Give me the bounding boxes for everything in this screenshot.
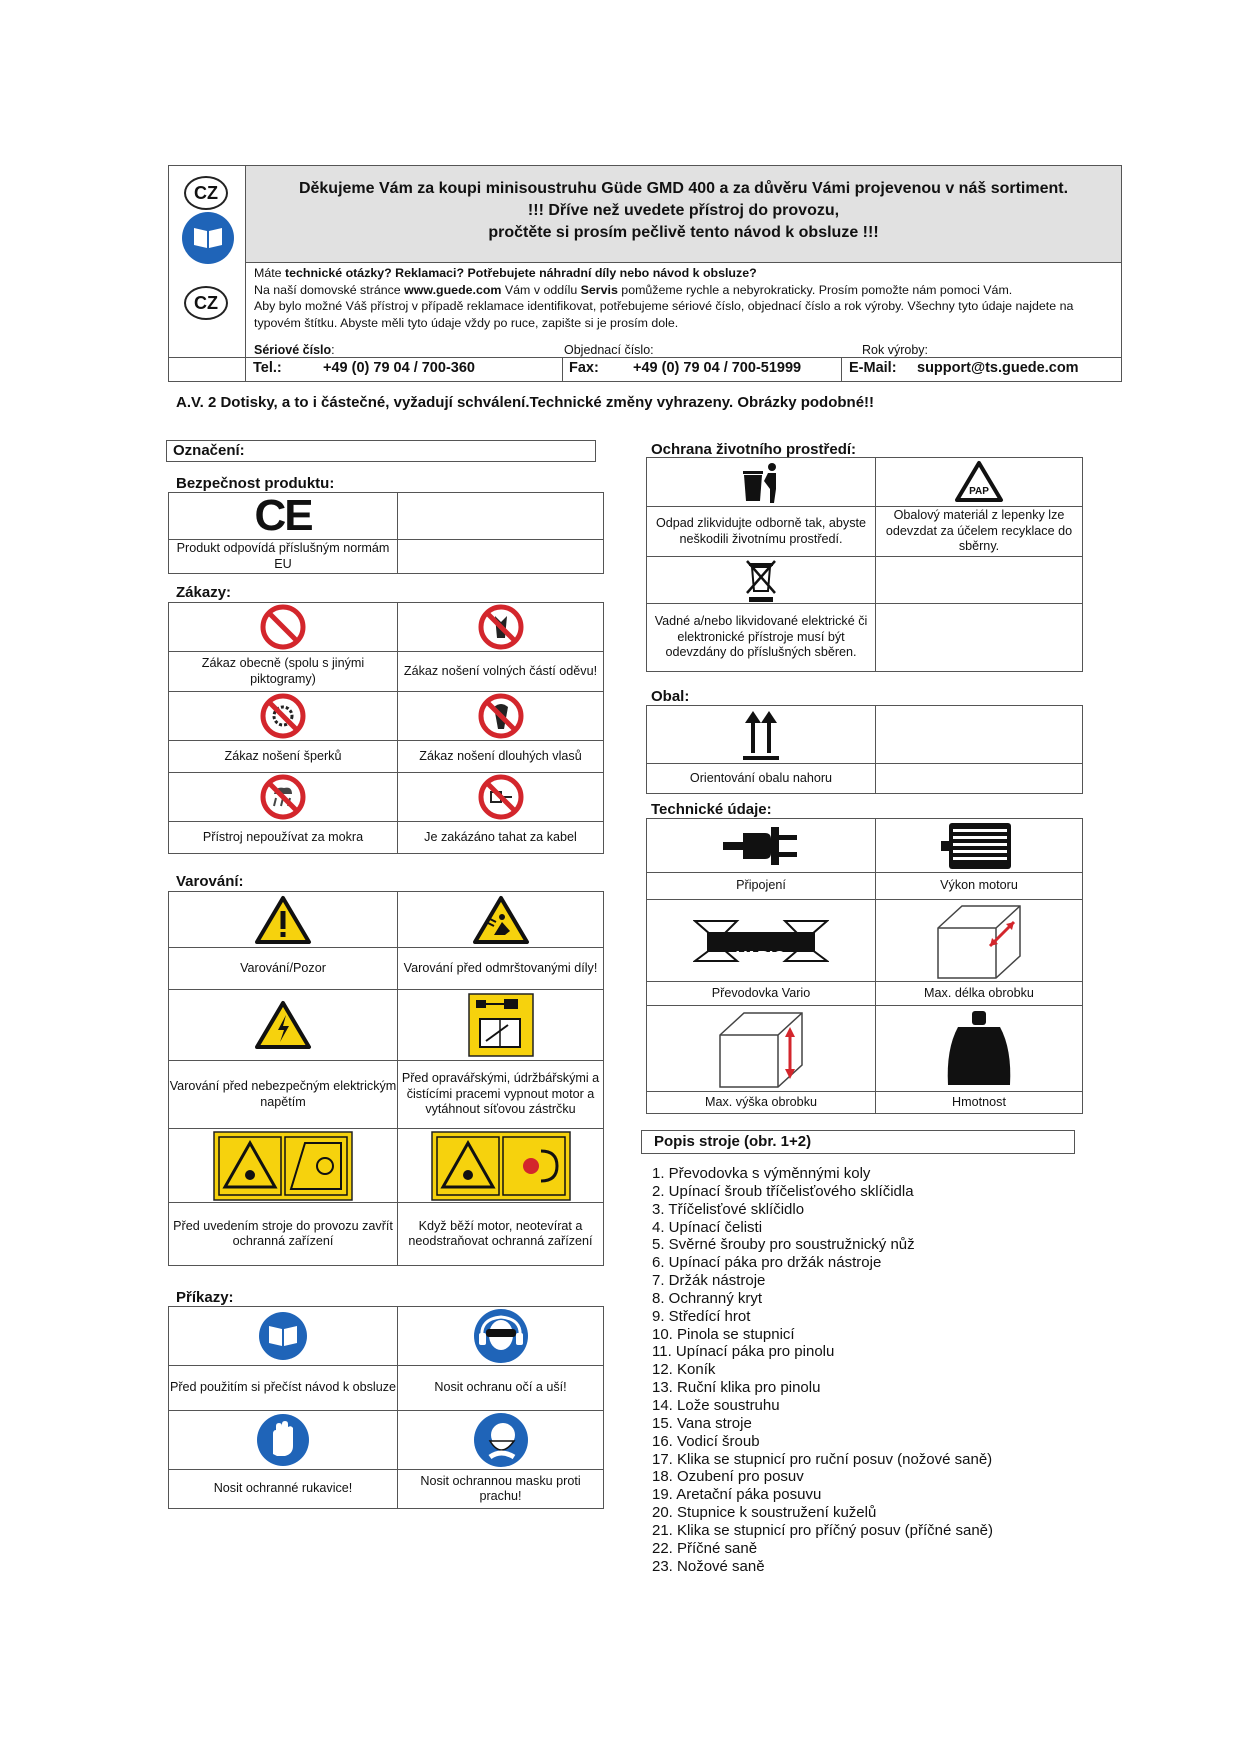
- zakaz-vlasy-text: Zákaz nošení dlouhých vlasů: [398, 741, 604, 773]
- pripojeni-icon-cell: [647, 819, 876, 873]
- obal-icon-cell: [647, 706, 876, 764]
- ochrana-heading: Ochrana životního prostředí:: [651, 441, 857, 458]
- email-label: E-Mail:: [849, 360, 897, 376]
- country-badge: CZ: [184, 176, 228, 210]
- list-item: 15. Vana stroje: [652, 1414, 752, 1432]
- web-prefix: Na naší domovské stránce: [254, 282, 405, 297]
- this-way-up-icon: [741, 709, 781, 761]
- vyska-icon-cell: [647, 1006, 876, 1092]
- obal-heading: Obal:: [651, 688, 690, 705]
- zakazy-heading: Zákazy:: [176, 584, 232, 601]
- ce-cell: [169, 493, 398, 540]
- oznaceni-heading: Označení:: [173, 442, 245, 459]
- prikaz-oci-usi-text: Nosit ochranu očí a uší!: [398, 1366, 604, 1411]
- no-long-hair-icon: [478, 693, 524, 739]
- vykon-icon-cell: [876, 819, 1083, 873]
- ce-text: Produkt odpovídá příslušným normám EU: [169, 540, 398, 574]
- list-item: 23. Nožové saně: [652, 1557, 765, 1575]
- zakaz-mokro-icon-cell: [169, 773, 398, 822]
- list-item: 2. Upínací šroub tříčelisťového sklíčidla: [652, 1182, 914, 1200]
- country-badge-2: CZ: [184, 286, 228, 320]
- contact-row: [169, 357, 1121, 381]
- popis-list: [652, 1165, 993, 1575]
- list-item: 12. Koník: [652, 1361, 716, 1379]
- list-item: 22. Příčné saně: [652, 1539, 758, 1557]
- vario-icon-cell: [647, 900, 876, 982]
- zakaz-obecne-text: Zákaz obecně (spolu s jinými piktogramy): [169, 652, 398, 692]
- manual-icon: [182, 212, 234, 264]
- weee-icon-cell: [647, 557, 876, 604]
- varovani-zastrcka-text: Před opravářskými, údržbářskými a čistícími pracemi vypnout motor a vytáhnout síťovou zástrčku: [398, 1061, 604, 1129]
- no-loose-clothing-icon: [478, 604, 524, 650]
- header-box: [168, 165, 1122, 382]
- fax-label: Fax:: [569, 360, 599, 376]
- bezpecnost-heading: Bezpečnost produktu:: [176, 475, 335, 492]
- vyska-text: Max. výška obrobku: [647, 1092, 876, 1114]
- notice-text: A.V. 2 Dotisky, a to i částečné, vyžadují schválení.Technické změny vyhrazeny. Obrázky podobné!!: [176, 394, 875, 411]
- list-item: 4. Upínací čelisti: [652, 1218, 763, 1236]
- crossed-bin-icon: [743, 557, 779, 603]
- no-wet-use-icon: [260, 774, 306, 820]
- electric-voltage-warning-icon: [254, 1000, 312, 1050]
- popis-box: [641, 1130, 1075, 1154]
- list-item: 3. Tříčelisťové sklíčidlo: [652, 1200, 805, 1218]
- odpad-text: Odpad zlikvidujte odborně tak, abyste neškodili životnímu prostředí.: [647, 507, 876, 557]
- do-not-open-guards-icon: [431, 1131, 571, 1201]
- zakaz-sperky-icon-cell: [169, 692, 398, 741]
- prikazy-heading: Příkazy:: [176, 1289, 234, 1306]
- empty-cell: [876, 706, 1083, 764]
- waste-bin-person-icon: [738, 459, 784, 505]
- fax-value: +49 (0) 79 04 / 700-51999: [633, 360, 802, 376]
- power-plug-icon: [721, 821, 801, 871]
- eye-ear-protection-icon: [472, 1307, 530, 1365]
- empty-cell: [398, 540, 604, 574]
- info-text: Aby bylo možné Váš přístroj v případě reklamace identifikovat, potřebujeme sériové číslo, objednací číslo a rok výroby. Všechny tyto údaje najdete na typovém štítku. Abyste měli tyto údaje vždy po ruce, zapište si je prosím dole.: [254, 299, 1074, 330]
- varovani-neotevirat-icon-cell: [398, 1129, 604, 1203]
- list-item: 19. Aretační páka posuvu: [652, 1486, 822, 1504]
- varovani-odmrst-text: Varování před odmrštovanými díly!: [398, 948, 604, 990]
- warning-icon: [254, 895, 312, 945]
- oznaceni-box: [166, 440, 596, 462]
- tel-value: +49 (0) 79 04 / 700-360: [323, 360, 475, 376]
- motor-power-icon: [939, 821, 1019, 871]
- header-title-line3: pročtěte si prosím pečlivě tento návod k obsluze !!!: [488, 224, 879, 241]
- varovani-zavrit-icon-cell: [169, 1129, 398, 1203]
- delka-text: Max. délka obrobku: [876, 982, 1083, 1006]
- varovani-heading: Varování:: [176, 873, 244, 890]
- varovani-pozor-icon-cell: [169, 892, 398, 948]
- technicke-table: [646, 818, 1083, 1114]
- list-item: 1. Převodovka s výměnnými koly: [652, 1165, 871, 1182]
- read-manual-icon: [257, 1310, 309, 1362]
- q-bold: technické otázky? Reklamaci? Potřebujete náhradní díly nebo návod k obsluze?: [285, 266, 757, 280]
- prikaz-navod-text: Před použitím si přečíst návod k obsluze: [169, 1366, 398, 1411]
- order-label: Objednací číslo:: [564, 343, 654, 357]
- varovani-neotevirat-text: Když běží motor, neotevírat a neodstraňovat ochranná zařízení: [398, 1203, 604, 1266]
- zakaz-obecne-icon-cell: [169, 603, 398, 652]
- varovani-napeti-icon-cell: [169, 990, 398, 1061]
- vykon-text: Výkon motoru: [876, 873, 1083, 900]
- serial-colon: :: [331, 343, 335, 357]
- header-side: [169, 166, 245, 383]
- flying-parts-warning-icon: [472, 895, 530, 945]
- zakaz-vlasy-icon-cell: [398, 692, 604, 741]
- header-title-line2: !!! Dříve než uvedete přístroj do provozu,: [527, 202, 840, 219]
- list-item: 9. Středící hrot: [652, 1307, 751, 1325]
- list-item: 14. Lože soustruhu: [652, 1396, 780, 1414]
- empty-cell: [876, 557, 1083, 604]
- list-item: 13. Ruční klika pro pinolu: [652, 1379, 821, 1397]
- empty-cell: [876, 604, 1083, 672]
- empty-cell: [398, 493, 604, 540]
- pap-label: PAP: [969, 486, 989, 497]
- prikaz-navod-icon-cell: [169, 1307, 398, 1366]
- max-length-icon: [934, 902, 1024, 980]
- list-item: 6. Upínací páka pro držák nástroje: [652, 1254, 882, 1272]
- q-prefix: Máte: [254, 266, 285, 280]
- varovani-pozor-text: Varování/Pozor: [169, 948, 398, 990]
- zakaz-odev-text: Zákaz nošení volných částí oděvu!: [398, 652, 604, 692]
- web-suffix: pomůžeme rychle a nebyrokraticky. Prosím pomožte nám pomoci Vám.: [617, 282, 1013, 297]
- hmotnost-text: Hmotnost: [876, 1092, 1083, 1114]
- ce-mark-icon: CE: [254, 491, 312, 540]
- prohibition-icon: [260, 604, 306, 650]
- list-item: 21. Klika se stupnicí pro příčný posuv (příčné saně): [652, 1521, 994, 1539]
- list-item: 20. Stupnice k soustružení kuželů: [652, 1504, 877, 1522]
- varovani-odmrst-icon-cell: [398, 892, 604, 948]
- max-height-icon: [716, 1009, 806, 1089]
- varovani-zavrit-text: Před uvedením stroje do provozu zavřít ochranná zařízení: [169, 1203, 398, 1266]
- email-value[interactable]: support@ts.guede.com: [917, 360, 1079, 376]
- varovani-napeti-text: Varování před nebezpečným elektrickým napětím: [169, 1061, 398, 1129]
- weee-text: Vadné a/nebo likvidované elektrické či elektronické přístroje musí být odevzdány do příslušných sběren.: [647, 604, 876, 672]
- popis-heading: Popis stroje (obr. 1+2): [654, 1133, 812, 1150]
- protective-gloves-icon: [255, 1412, 311, 1468]
- pap-text: Obalový materiál z lepenky lze odevzdat za účelem recyklace do sběrny.: [876, 507, 1083, 557]
- empty-cell: [876, 764, 1083, 794]
- dust-mask-icon: [472, 1411, 530, 1469]
- tel-label: Tel.:: [253, 360, 282, 376]
- prikaz-maska-text: Nosit ochrannou masku proti prachu!: [398, 1470, 604, 1509]
- zakaz-odev-icon-cell: [398, 603, 604, 652]
- odpad-icon-cell: [647, 458, 876, 507]
- list-item: 8. Ochranný kryt: [652, 1289, 763, 1307]
- prikaz-rukavice-text: Nosit ochranné rukavice!: [169, 1470, 398, 1509]
- prikazy-table: [168, 1306, 604, 1509]
- list-item: 17. Klika se stupnicí pro ruční posuv (nožové saně): [652, 1450, 993, 1468]
- zakaz-kabel-icon-cell: [398, 773, 604, 822]
- list-item: 5. Svěrné šrouby pro soustružnický nůž: [652, 1236, 915, 1254]
- ochrana-table: [646, 457, 1083, 672]
- zakaz-mokro-text: Přístroj nepoužívat za mokra: [169, 822, 398, 854]
- zakazy-table: [168, 602, 604, 854]
- unplug-before-maintenance-icon: [468, 993, 534, 1057]
- varovani-zastrcka-icon-cell: [398, 990, 604, 1061]
- zakaz-kabel-text: Je zakázáno tahat za kabel: [398, 822, 604, 854]
- vario-label: VARIO: [736, 948, 786, 966]
- list-item: 10. Pinola se stupnicí: [652, 1325, 795, 1343]
- varovani-table: [168, 891, 604, 1266]
- obal-text: Orientování obalu nahoru: [647, 764, 876, 794]
- prikaz-maska-icon-cell: [398, 1411, 604, 1470]
- no-jewelry-icon: [260, 693, 306, 739]
- close-guards-icon: [213, 1131, 353, 1201]
- vario-text: Převodovka Vario: [647, 982, 876, 1006]
- zakaz-sperky-text: Zákaz nošení šperků: [169, 741, 398, 773]
- serial-label: Sériové číslo: [254, 343, 332, 357]
- year-label: Rok výroby:: [862, 343, 928, 357]
- prikaz-rukavice-icon-cell: [169, 1411, 398, 1470]
- list-item: 16. Vodicí šroub: [652, 1432, 760, 1450]
- technicke-heading: Technické údaje:: [651, 801, 772, 818]
- delka-icon-cell: [876, 900, 1083, 982]
- weight-icon: [944, 1009, 1014, 1089]
- list-item: 18. Ozubení pro posuv: [652, 1468, 804, 1486]
- obal-table: [646, 705, 1083, 794]
- hmotnost-icon-cell: [876, 1006, 1083, 1092]
- pap-icon-cell: [876, 458, 1083, 507]
- web-servis: Servis: [580, 282, 618, 297]
- bezpecnost-table: [168, 492, 604, 574]
- header-title-line1: Děkujeme Vám za koupi minisoustruhu Güde GMD 400 a za důvěru Vámi projevenou v náš sortiment.: [298, 180, 1069, 197]
- list-item: 11. Upínací páka pro pinolu: [652, 1343, 835, 1361]
- prikaz-oci-usi-icon-cell: [398, 1307, 604, 1366]
- web-mid: Vám v oddílu: [501, 282, 581, 297]
- no-pull-cable-icon: [478, 774, 524, 820]
- pripojeni-text: Připojení: [647, 873, 876, 900]
- list-item: 7. Držák nástroje: [652, 1272, 766, 1290]
- header-title-area: [245, 166, 1121, 263]
- web-url[interactable]: www.guede.com: [404, 282, 502, 297]
